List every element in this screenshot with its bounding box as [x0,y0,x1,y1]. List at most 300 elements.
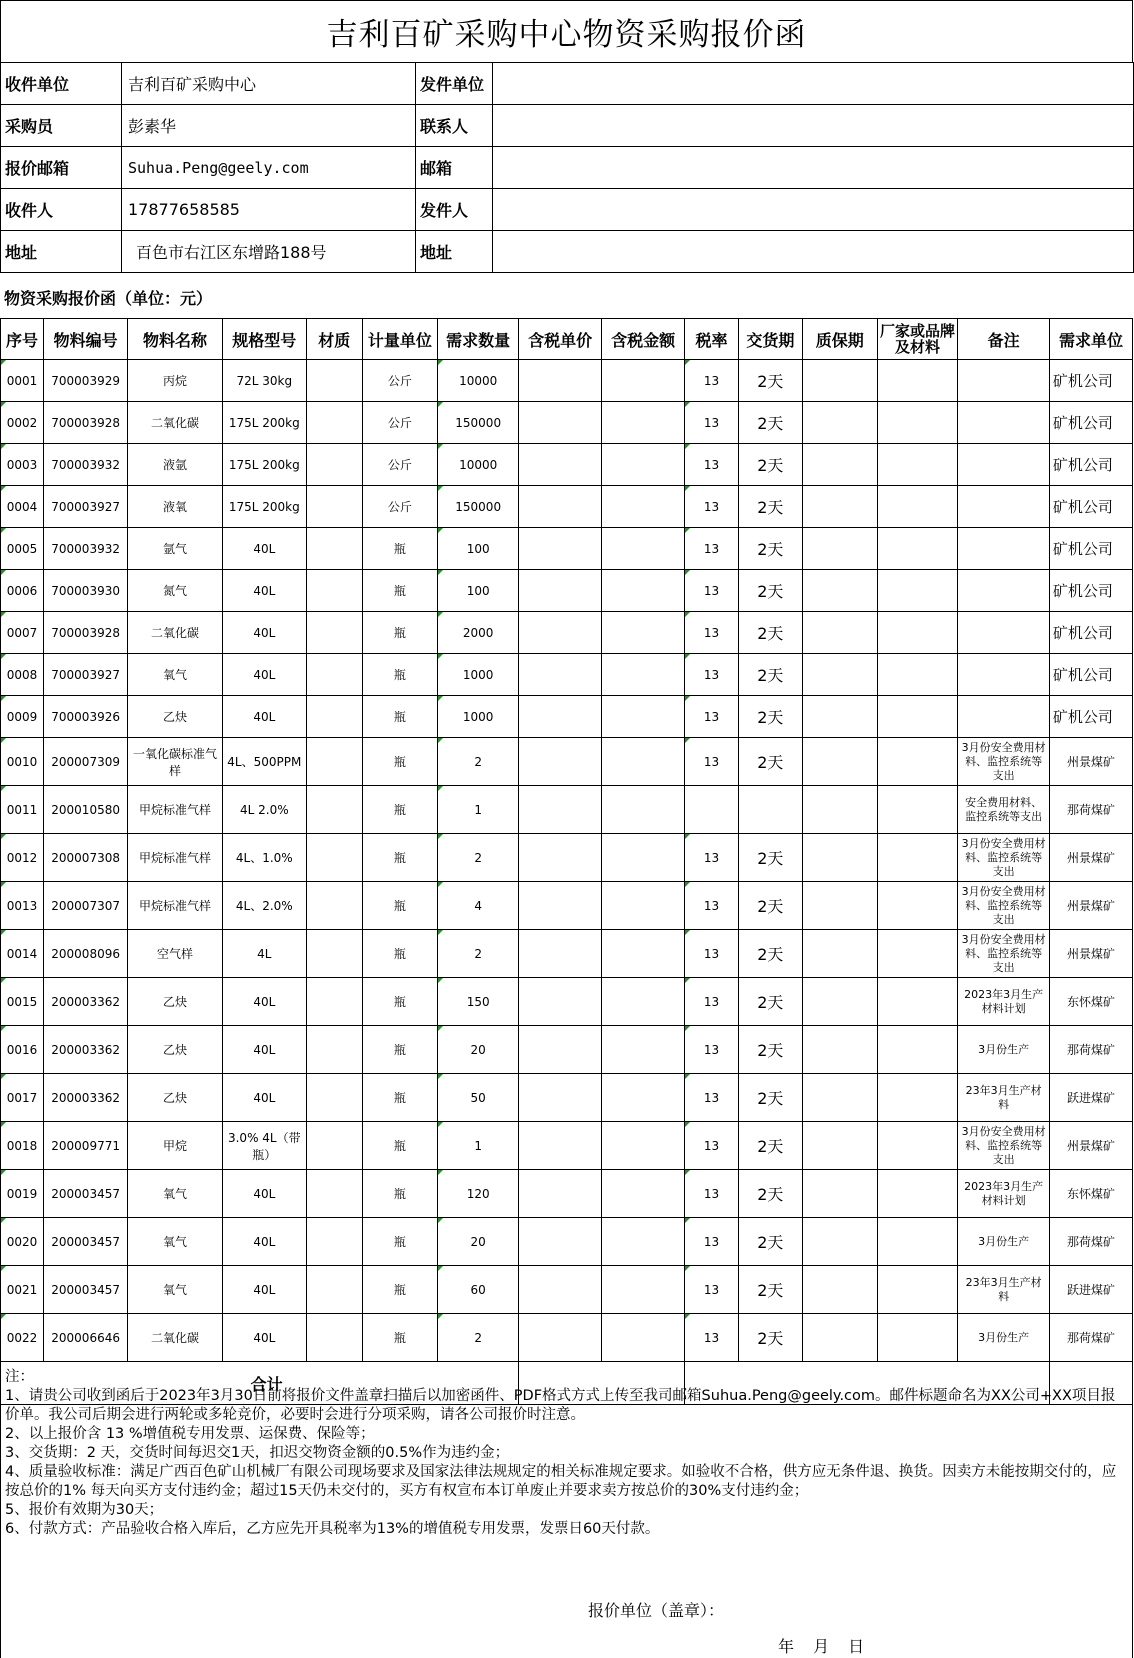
cell-unit: 瓶 [362,654,438,696]
table-subtitle: 物资采购报价函（单位：元） [4,289,213,308]
cell-qty: 150000 [438,486,519,528]
cell-spec: 40L [222,1170,306,1218]
cell-name: 液氩 [128,444,223,486]
cell-amount[interactable] [602,882,685,930]
seal-signature-label: 报价单位（盖章）： [588,1601,725,1620]
cell-brand[interactable] [877,1122,958,1170]
cell-code: 200007307 [44,882,128,930]
cell-code: 200008096 [44,930,128,978]
cell-tax: 13 [685,1170,739,1218]
cell-unit: 瓶 [362,1314,438,1362]
col-header-note: 备注 [958,319,1049,360]
sender-value[interactable] [493,189,1134,231]
cell-qty: 1000 [438,696,519,738]
cell-qty: 120 [438,1170,519,1218]
cell-warranty[interactable] [802,1026,877,1074]
cell-warranty[interactable] [802,696,877,738]
cell-brand[interactable] [877,930,958,978]
cell-code: 700003926 [44,696,128,738]
cell-spec: 4L 2.0% [222,786,306,834]
cell-brand[interactable] [877,654,958,696]
cell-qty: 2 [438,930,519,978]
cell-material[interactable] [306,570,362,612]
cell-warranty[interactable] [802,834,877,882]
cell-price[interactable] [519,360,602,402]
cell-spec: 4L、500PPM [222,738,306,786]
cell-warranty[interactable] [802,1314,877,1362]
cell-spec: 40L [222,978,306,1026]
cell-material[interactable] [306,1074,362,1122]
terms-notes [0,1362,1133,1658]
cell-price[interactable] [519,1314,602,1362]
buyer-value[interactable]: 彭素华 [122,105,416,147]
cell-delivery: 2天 [738,360,802,402]
cell-unit: 公斤 [362,444,438,486]
cell-brand[interactable] [877,1314,958,1362]
cell-note: 23年3月生产材料 [958,1266,1049,1314]
cell-amount[interactable] [602,654,685,696]
contact-label: 联系人 [416,105,493,147]
table-row [1,1170,1133,1218]
cell-dept: 跃进煤矿 [1049,1266,1132,1314]
cell-no: 0003 [1,444,44,486]
cell-tax: 13 [685,402,739,444]
cell-price[interactable] [519,1074,602,1122]
cell-name: 氧气 [128,1170,223,1218]
cell-note [958,444,1049,486]
cell-qty: 150000 [438,402,519,444]
table-row [1,528,1133,570]
cell-tax: 13 [685,696,739,738]
table-row [1,696,1133,738]
cell-dept: 那荷煤矿 [1049,786,1132,834]
cell-material[interactable] [306,612,362,654]
table-row [1,1314,1133,1362]
quote-email-value[interactable]: Suhua.Peng@geely.com [122,147,416,189]
cell-brand[interactable] [877,738,958,786]
note-item: 5、报价有效期为30天； [5,1502,164,1518]
cell-dept: 矿机公司 [1049,570,1132,612]
cell-warranty[interactable] [802,930,877,978]
cell-amount[interactable] [602,444,685,486]
cell-warranty[interactable] [802,486,877,528]
cell-amount[interactable] [602,1026,685,1074]
cell-unit: 瓶 [362,570,438,612]
table-row [1,786,1133,834]
cell-amount[interactable] [602,486,685,528]
cell-code: 200009771 [44,1122,128,1170]
cell-unit: 瓶 [362,834,438,882]
cell-spec: 40L [222,612,306,654]
cell-material[interactable] [306,1170,362,1218]
cell-spec: 4L、1.0% [222,834,306,882]
cell-material[interactable] [306,1266,362,1314]
cell-name: 氮气 [128,570,223,612]
total-label: 合计 [1,1362,519,1405]
items-table [0,318,1133,1405]
cell-amount[interactable] [602,1266,685,1314]
cell-material[interactable] [306,1218,362,1266]
receiver-unit-value[interactable]: 吉利百矿采购中心 [122,63,416,105]
table-row [1,882,1133,930]
cell-material[interactable] [306,930,362,978]
cell-warranty[interactable] [802,1122,877,1170]
cell-no: 0009 [1,696,44,738]
cell-delivery: 2天 [738,1074,802,1122]
cell-tax: 13 [685,654,739,696]
cell-material[interactable] [306,360,362,402]
cell-brand[interactable] [877,1074,958,1122]
cell-spec: 3.0% 4L（带瓶） [222,1122,306,1170]
cell-dept: 那荷煤矿 [1049,1314,1132,1362]
header-info-table [0,62,1134,273]
table-row [1,402,1133,444]
col-header-warranty: 质保期 [802,319,877,360]
cell-warranty[interactable] [802,612,877,654]
cell-brand[interactable] [877,486,958,528]
cell-price[interactable] [519,1122,602,1170]
cell-code: 700003928 [44,612,128,654]
cell-material[interactable] [306,402,362,444]
cell-no: 0013 [1,882,44,930]
cell-unit: 瓶 [362,1074,438,1122]
cell-brand[interactable] [877,1026,958,1074]
cell-note [958,654,1049,696]
cell-unit: 瓶 [362,786,438,834]
cell-dept: 矿机公司 [1049,444,1132,486]
cell-note: 3月份安全费用材料、监控系统等支出 [958,930,1049,978]
cell-price[interactable] [519,1266,602,1314]
cell-warranty[interactable] [802,978,877,1026]
cell-qty: 2 [438,834,519,882]
cell-warranty[interactable] [802,1218,877,1266]
cell-unit: 瓶 [362,696,438,738]
cell-spec: 4L、2.0% [222,882,306,930]
notes-heading: 注： [5,1369,34,1385]
cell-brand[interactable] [877,1218,958,1266]
cell-material[interactable] [306,1122,362,1170]
table-row [1,1026,1133,1074]
cell-name: 二氧化碳 [128,402,223,444]
note-item: 1、请贵公司收到函后于2023年3月30日前将报价文件盖章扫描后以加密函件、PDF格式方式上传至我司邮箱Suhua.Peng@geely.com。邮件标题命名为XX公司+XX项目报价单。我公司后期会进行两轮或多轮竞价，必要时会进行分项采购，请各公司报价时注意。 [5,1388,1116,1423]
sender-unit-value[interactable] [493,63,1134,105]
table-row [1,930,1133,978]
cell-warranty[interactable] [802,786,877,834]
cell-warranty[interactable] [802,738,877,786]
cell-brand[interactable] [877,882,958,930]
cell-name: 甲烷标准气样 [128,786,223,834]
cell-note: 安全费用材料、监控系统等支出 [958,786,1049,834]
cell-qty: 20 [438,1218,519,1266]
cell-warranty[interactable] [802,444,877,486]
col-header-no: 序号 [1,319,44,360]
cell-no: 0014 [1,930,44,978]
cell-brand[interactable] [877,834,958,882]
cell-unit: 瓶 [362,1122,438,1170]
cell-amount[interactable] [602,1218,685,1266]
cell-code: 700003932 [44,528,128,570]
table-row [1,444,1133,486]
cell-brand[interactable] [877,528,958,570]
cell-no: 0007 [1,612,44,654]
cell-name: 乙炔 [128,1074,223,1122]
cell-spec: 40L [222,1314,306,1362]
cell-delivery: 2天 [738,738,802,786]
cell-note [958,360,1049,402]
cell-note: 2023年3月生产材料计划 [958,1170,1049,1218]
cell-delivery: 2天 [738,978,802,1026]
cell-amount[interactable] [602,696,685,738]
cell-code: 200003362 [44,1074,128,1122]
cell-dept: 矿机公司 [1049,612,1132,654]
cell-delivery: 2天 [738,528,802,570]
cell-price[interactable] [519,738,602,786]
cell-note: 3月份安全费用材料、监控系统等支出 [958,1122,1049,1170]
cell-spec: 40L [222,1074,306,1122]
cell-price[interactable] [519,570,602,612]
cell-tax: 13 [685,570,739,612]
cell-material[interactable] [306,786,362,834]
cell-spec: 40L [222,1026,306,1074]
cell-warranty[interactable] [802,654,877,696]
cell-no: 0005 [1,528,44,570]
cell-tax: 13 [685,528,739,570]
quote-email-label: 报价邮箱 [1,147,122,189]
table-row [1,360,1133,402]
cell-material[interactable] [306,654,362,696]
cell-brand[interactable] [877,612,958,654]
cell-amount[interactable] [602,1314,685,1362]
cell-price[interactable] [519,834,602,882]
cell-price[interactable] [519,930,602,978]
col-header-brand: 厂家或品牌及材料 [877,319,958,360]
cell-warranty[interactable] [802,882,877,930]
cell-spec: 40L [222,696,306,738]
cell-price[interactable] [519,786,602,834]
cell-qty: 1000 [438,654,519,696]
cell-no: 0021 [1,1266,44,1314]
cell-spec: 175L 200kg [222,486,306,528]
cell-name: 甲烷 [128,1122,223,1170]
cell-material[interactable] [306,1026,362,1074]
cell-qty: 20 [438,1026,519,1074]
cell-tax: 13 [685,1314,739,1362]
cell-spec: 175L 200kg [222,402,306,444]
table-row [1,1122,1133,1170]
recipient-label: 收件人 [1,189,122,231]
cell-brand[interactable] [877,360,958,402]
cell-spec: 40L [222,528,306,570]
cell-brand[interactable] [877,570,958,612]
address2-label: 地址 [416,231,493,273]
cell-warranty[interactable] [802,570,877,612]
cell-warranty[interactable] [802,1266,877,1314]
cell-price[interactable] [519,978,602,1026]
cell-warranty[interactable] [802,1170,877,1218]
cell-price[interactable] [519,1026,602,1074]
cell-amount[interactable] [602,738,685,786]
cell-warranty[interactable] [802,360,877,402]
cell-name: 甲烷标准气样 [128,834,223,882]
cell-code: 200003457 [44,1218,128,1266]
cell-price[interactable] [519,882,602,930]
cell-brand[interactable] [877,402,958,444]
table-row [1,834,1133,882]
cell-delivery: 2天 [738,696,802,738]
cell-delivery: 2天 [738,1026,802,1074]
cell-brand[interactable] [877,978,958,1026]
cell-price[interactable] [519,486,602,528]
cell-price[interactable] [519,528,602,570]
cell-code: 200003362 [44,1026,128,1074]
cell-qty: 4 [438,882,519,930]
cell-unit: 瓶 [362,930,438,978]
sender-label: 发件人 [416,189,493,231]
cell-amount[interactable] [602,528,685,570]
cell-dept: 那荷煤矿 [1049,1218,1132,1266]
cell-amount[interactable] [602,402,685,444]
cell-material[interactable] [306,486,362,528]
cell-spec: 40L [222,1266,306,1314]
cell-dept: 东怀煤矿 [1049,1170,1132,1218]
cell-note: 3月份安全费用材料、监控系统等支出 [958,882,1049,930]
cell-material[interactable] [306,528,362,570]
cell-code: 200003457 [44,1170,128,1218]
cell-unit: 瓶 [362,738,438,786]
contact-value[interactable] [493,105,1134,147]
cell-amount[interactable] [602,786,685,834]
cell-amount[interactable] [602,834,685,882]
cell-dept: 矿机公司 [1049,654,1132,696]
cell-amount[interactable] [602,978,685,1026]
cell-material[interactable] [306,696,362,738]
cell-amount[interactable] [602,570,685,612]
address-value[interactable]: 百色市右江区东增路188号 [122,231,416,273]
cell-spec: 72L 30kg [222,360,306,402]
cell-spec: 4L [222,930,306,978]
cell-warranty[interactable] [802,528,877,570]
cell-spec: 40L [222,654,306,696]
cell-code: 200007309 [44,738,128,786]
cell-material[interactable] [306,738,362,786]
cell-brand[interactable] [877,786,958,834]
cell-note [958,486,1049,528]
cell-code: 700003927 [44,486,128,528]
recipient-value[interactable]: 17877658585 [122,189,416,231]
cell-price[interactable] [519,612,602,654]
cell-material[interactable] [306,834,362,882]
cell-material[interactable] [306,1314,362,1362]
cell-delivery: 2天 [738,1266,802,1314]
cell-tax: 13 [685,1266,739,1314]
cell-note [958,528,1049,570]
cell-dept: 州景煤矿 [1049,930,1132,978]
cell-price[interactable] [519,696,602,738]
cell-unit: 瓶 [362,1026,438,1074]
email-value[interactable] [493,147,1134,189]
cell-brand[interactable] [877,1266,958,1314]
cell-dept: 那荷煤矿 [1049,1026,1132,1074]
cell-dept: 矿机公司 [1049,486,1132,528]
info-row [1,105,1134,147]
buyer-label: 采购员 [1,105,122,147]
cell-warranty[interactable] [802,402,877,444]
cell-amount[interactable] [602,1170,685,1218]
cell-spec: 175L 200kg [222,444,306,486]
note-item: 4、质量验收标准：满足广西百色矿山机械厂有限公司现场要求及国家法律法规规定的相关标准规定要求。如验收不合格，供方应无条件退、换货。因卖方未能按期交付的，应按总价的1% 每天向买方支付违约金；超过15天仍未交付的，买方有权宣布本订单废止并要求卖方按总价的30%支付违约金； [5,1464,1117,1499]
cell-amount[interactable] [602,1122,685,1170]
cell-material[interactable] [306,444,362,486]
cell-price[interactable] [519,654,602,696]
cell-brand[interactable] [877,444,958,486]
cell-unit: 瓶 [362,1266,438,1314]
cell-note: 23年3月生产材料 [958,1074,1049,1122]
table-row [1,978,1133,1026]
cell-brand[interactable] [877,1170,958,1218]
cell-unit: 公斤 [362,486,438,528]
cell-unit: 瓶 [362,978,438,1026]
cell-code: 200003362 [44,978,128,1026]
cell-code: 200010580 [44,786,128,834]
cell-amount[interactable] [602,1074,685,1122]
cell-dept: 矿机公司 [1049,696,1132,738]
cell-qty: 150 [438,978,519,1026]
cell-dept: 矿机公司 [1049,360,1132,402]
address2-value[interactable] [493,231,1134,273]
cell-name: 二氧化碳 [128,1314,223,1362]
cell-qty: 1 [438,1122,519,1170]
cell-warranty[interactable] [802,1074,877,1122]
sender-unit-label: 发件单位 [416,63,493,105]
cell-brand[interactable] [877,696,958,738]
cell-unit: 瓶 [362,612,438,654]
cell-price[interactable] [519,1218,602,1266]
cell-price[interactable] [519,444,602,486]
cell-tax: 13 [685,1218,739,1266]
cell-tax: 13 [685,978,739,1026]
cell-code: 200006646 [44,1314,128,1362]
cell-note: 3月份生产 [958,1314,1049,1362]
cell-material[interactable] [306,978,362,1026]
cell-no: 0004 [1,486,44,528]
note-item: 3、交货期：2 天，交货时间每迟交1天，扣迟交物资金额的0.5%作为违约金； [5,1445,510,1461]
cell-code: 200007308 [44,834,128,882]
col-header-qty: 需求数量 [438,319,519,360]
col-header-unit: 计量单位 [362,319,438,360]
cell-qty: 2000 [438,612,519,654]
cell-unit: 瓶 [362,528,438,570]
cell-price[interactable] [519,1170,602,1218]
table-header-row [1,319,1133,360]
cell-no: 0008 [1,654,44,696]
cell-qty: 60 [438,1266,519,1314]
cell-amount[interactable] [602,930,685,978]
cell-material[interactable] [306,882,362,930]
address-label: 地址 [1,231,122,273]
cell-no: 0006 [1,570,44,612]
cell-delivery: 2天 [738,1122,802,1170]
table-row [1,570,1133,612]
cell-delivery: 2天 [738,834,802,882]
cell-amount[interactable] [602,360,685,402]
cell-name: 一氧化碳标准气样 [128,738,223,786]
cell-note [958,402,1049,444]
cell-dept: 跃进煤矿 [1049,1074,1132,1122]
cell-amount[interactable] [602,612,685,654]
cell-qty: 2 [438,1314,519,1362]
cell-delivery: 2天 [738,1218,802,1266]
cell-price[interactable] [519,402,602,444]
